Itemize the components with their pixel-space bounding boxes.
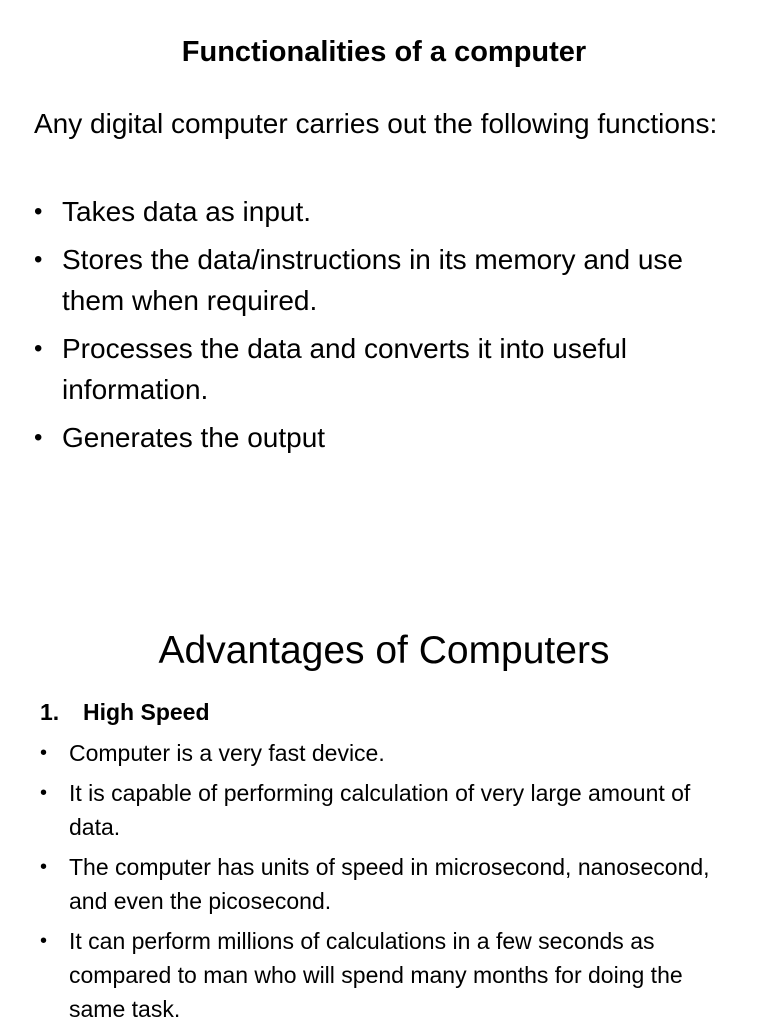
- bullet-icon: •: [34, 198, 43, 225]
- bullet-icon: •: [34, 424, 43, 451]
- list-item-text: It can perform millions of calculations in a few seconds as compared to man who will spend many months for doing the same task.: [69, 928, 683, 1022]
- bullet-icon: •: [40, 782, 48, 804]
- list-item-text: Stores the data/instructions in its memory and use them when required.: [62, 244, 683, 316]
- list-item: [34, 239, 734, 321]
- bullet-icon: •: [40, 742, 48, 764]
- slide-advantages: [0, 600, 768, 1024]
- slide-title: Advantages of Computers: [158, 629, 610, 672]
- list-item: [40, 776, 730, 844]
- list-item: [40, 736, 730, 770]
- bullet-icon: •: [40, 856, 48, 878]
- subheading-number: 1.: [40, 699, 60, 725]
- bullet-icon: •: [40, 930, 48, 952]
- subheading-text: High Speed: [83, 699, 210, 725]
- subheading: [40, 696, 210, 728]
- list-item-text: Computer is a very fast device.: [69, 740, 385, 766]
- list-item-text: Takes data as input.: [62, 196, 312, 227]
- slide-title: Functionalities of a computer: [181, 36, 587, 68]
- list-item: [34, 191, 734, 232]
- list-item-text: The computer has units of speed in microsecond, nanosecond, and even the picosecond.: [69, 854, 710, 914]
- advantages-list: [40, 736, 730, 1032]
- intro-paragraph: Any digital computer carries out the following functions:: [34, 108, 718, 139]
- functions-list: [34, 191, 734, 465]
- list-item: [40, 924, 730, 1026]
- list-item-text: It is capable of performing calculation of very large amount of data.: [69, 780, 691, 840]
- list-item-text: Generates the output: [62, 422, 326, 453]
- list-item: [34, 417, 734, 458]
- bullet-icon: •: [34, 335, 43, 362]
- bullet-icon: •: [34, 246, 43, 273]
- list-item-text: Processes the data and converts it into useful information.: [62, 333, 627, 405]
- list-item: [40, 850, 730, 918]
- list-item: [34, 328, 734, 410]
